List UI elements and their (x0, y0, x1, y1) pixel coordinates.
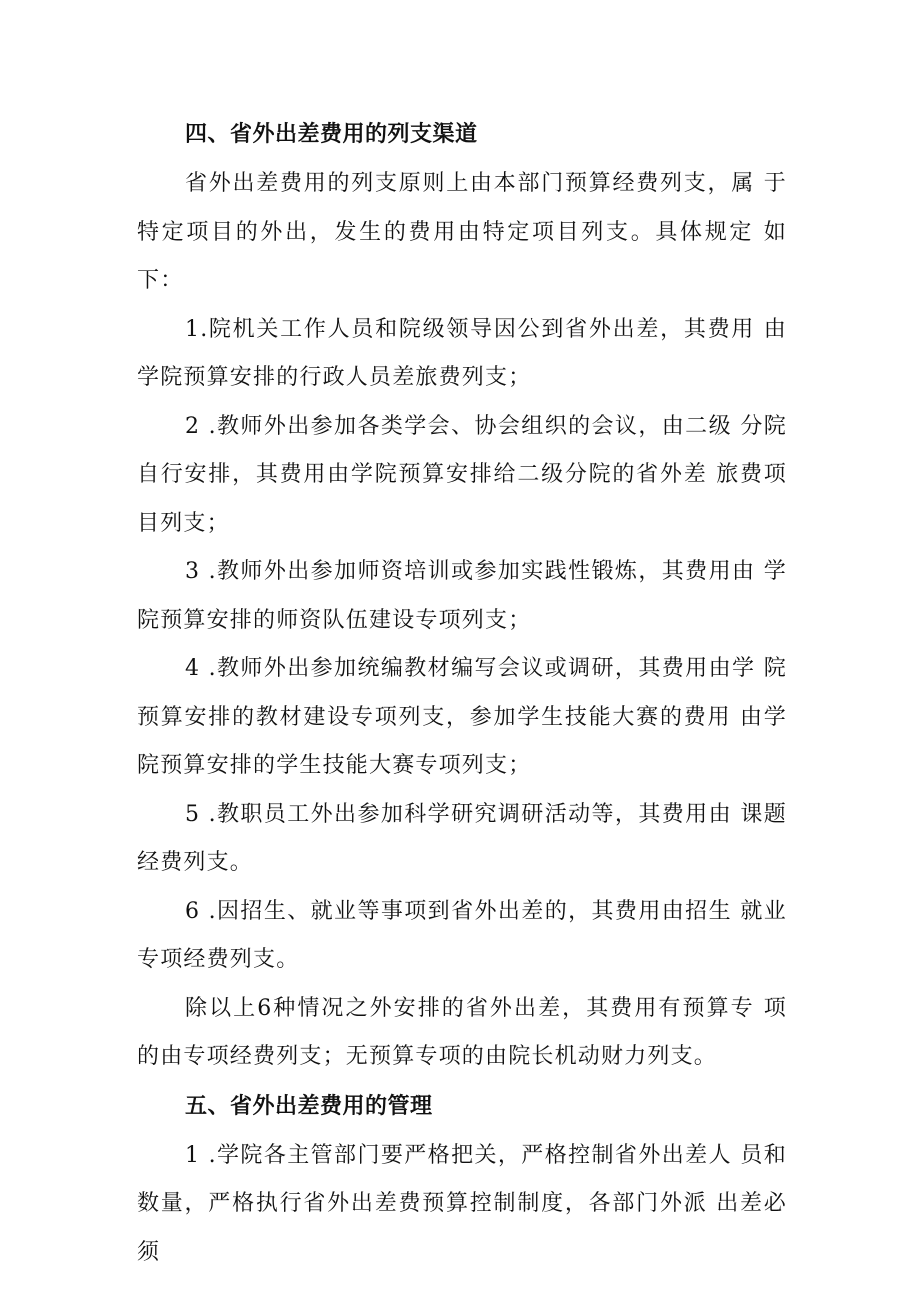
paragraph-management-1: 1 .学院各主管部门要严格把关，严格控制省外出差人 员和数量，严格执行省外出差费预算控制制度，各部门外派 出差必须 (137, 1142, 787, 1265)
paragraph-intro: 省外出差费用的列支原则上由本部门预算经费列支，属 于特定项目的外出，发生的费用由特定项目列支。具体规定 如下： (137, 171, 787, 293)
paragraph-item-1: 1.院机关工作人员和院级领导因公到省外出差，其费用 由学院预算安排的行政人员差旅费列支； (137, 316, 787, 390)
paragraph-item-6: 6 .因招生、就业等事项到省外出差的，其费用由招生 就业专项经费列支。 (137, 898, 787, 972)
paragraph-item-5: 5 .教职员工外出参加科学研究调研活动等，其费用由 课题经费列支。 (137, 801, 787, 875)
paragraph-other-cases: 除以上6种情况之外安排的省外出差，其费用有预算专 项的由专项经费列支；无预算专项的由院长机动财力列支。 (137, 995, 787, 1069)
section-heading-4: 四、省外出差费用的列支渠道 (185, 122, 478, 147)
paragraph-item-4: 4 .教师外出参加统编教材编写会议或调研，其费用由学 院预算安排的教材建设专项列支，参加学生技能大赛的费用 由学院预算安排的学生技能大赛专项列支； (137, 656, 787, 778)
document-body (137, 110, 787, 1277)
paragraph-item-3: 3 .教师外出参加师资培训或参加实践性锻炼，其费用由 学院预算安排的师资队伍建设专项列支； (137, 559, 787, 633)
paragraph-item-2: 2 .教师外出参加各类学会、协会组织的会议，由二级 分院自行安排，其费用由学院预算安排给二级分院的省外差 旅费项目列支； (137, 413, 787, 536)
section-heading-5: 五、省外出差费用的管理 (185, 1093, 433, 1119)
